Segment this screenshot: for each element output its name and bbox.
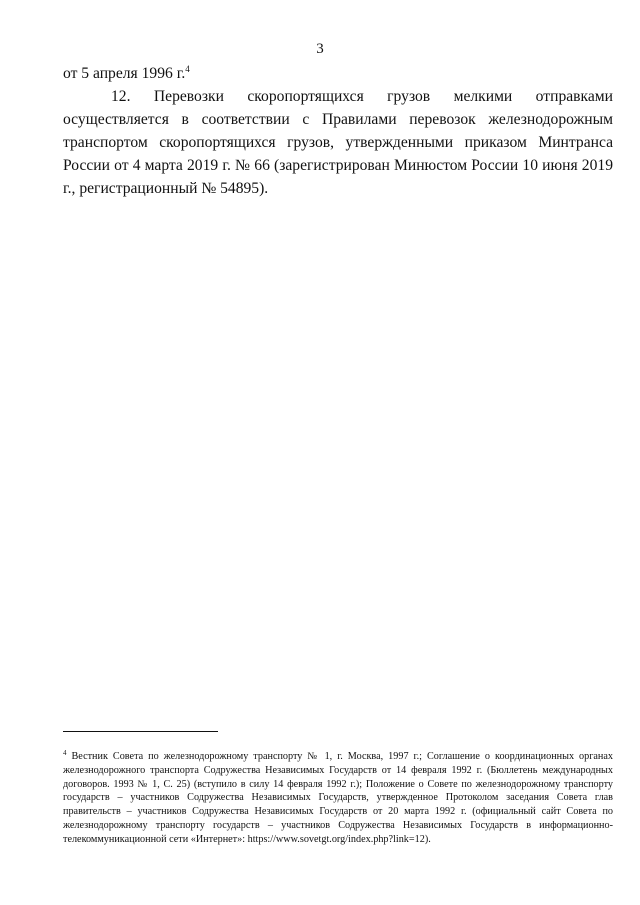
continuation-text: от 5 апреля 1996 г. [63,65,186,82]
page-number: 3 [316,41,324,57]
footnote-separator [63,731,218,732]
body-text [63,62,613,200]
footnote-reference: 4 [185,64,190,74]
footnote-marker: 4 [63,749,67,757]
paragraph-12: 12. Перевозки скоропортящихся грузов мелкими отправками осуществляется в соответствии с Правилами перевозок железнодорожным транспортом скоропортящихся грузов, утвержденными приказом Минтранса России от 4 марта 2019 г. № 66 (зарегистрирован Минюстом России 10 июня 2019 г., регистрационный № 54895). [63,88,613,197]
continuation-line [63,62,613,85]
footnote-text: Вестник Совета по железнодорожному транспорту № 1, г. Москва, 1997 г.; Соглашение о координационных органах железнодорожного транспорта Содружества Независимых Государств от 14 февраля 1992 г. (Бюллетень международных договоров. 1993 № 1, С. 25) (вступило в силу 14 февраля 1992 г.); Положение о Совете по железнодорожному транспорту государств – участников Содружества Независимых Государств, утвержденное Протоколом заседания Совета глав правительств – участников Содружества Независимых Государств от 20 марта 1992 г. (официальный сайт Совета по железнодорожному транспорту государств – участников Содружества Независимых Государств в информационно-телекоммуникационной сети «Интернет»: https://www.sovetgt.org/index.php?link=12). [63,751,613,845]
footnote-4 [63,750,613,847]
